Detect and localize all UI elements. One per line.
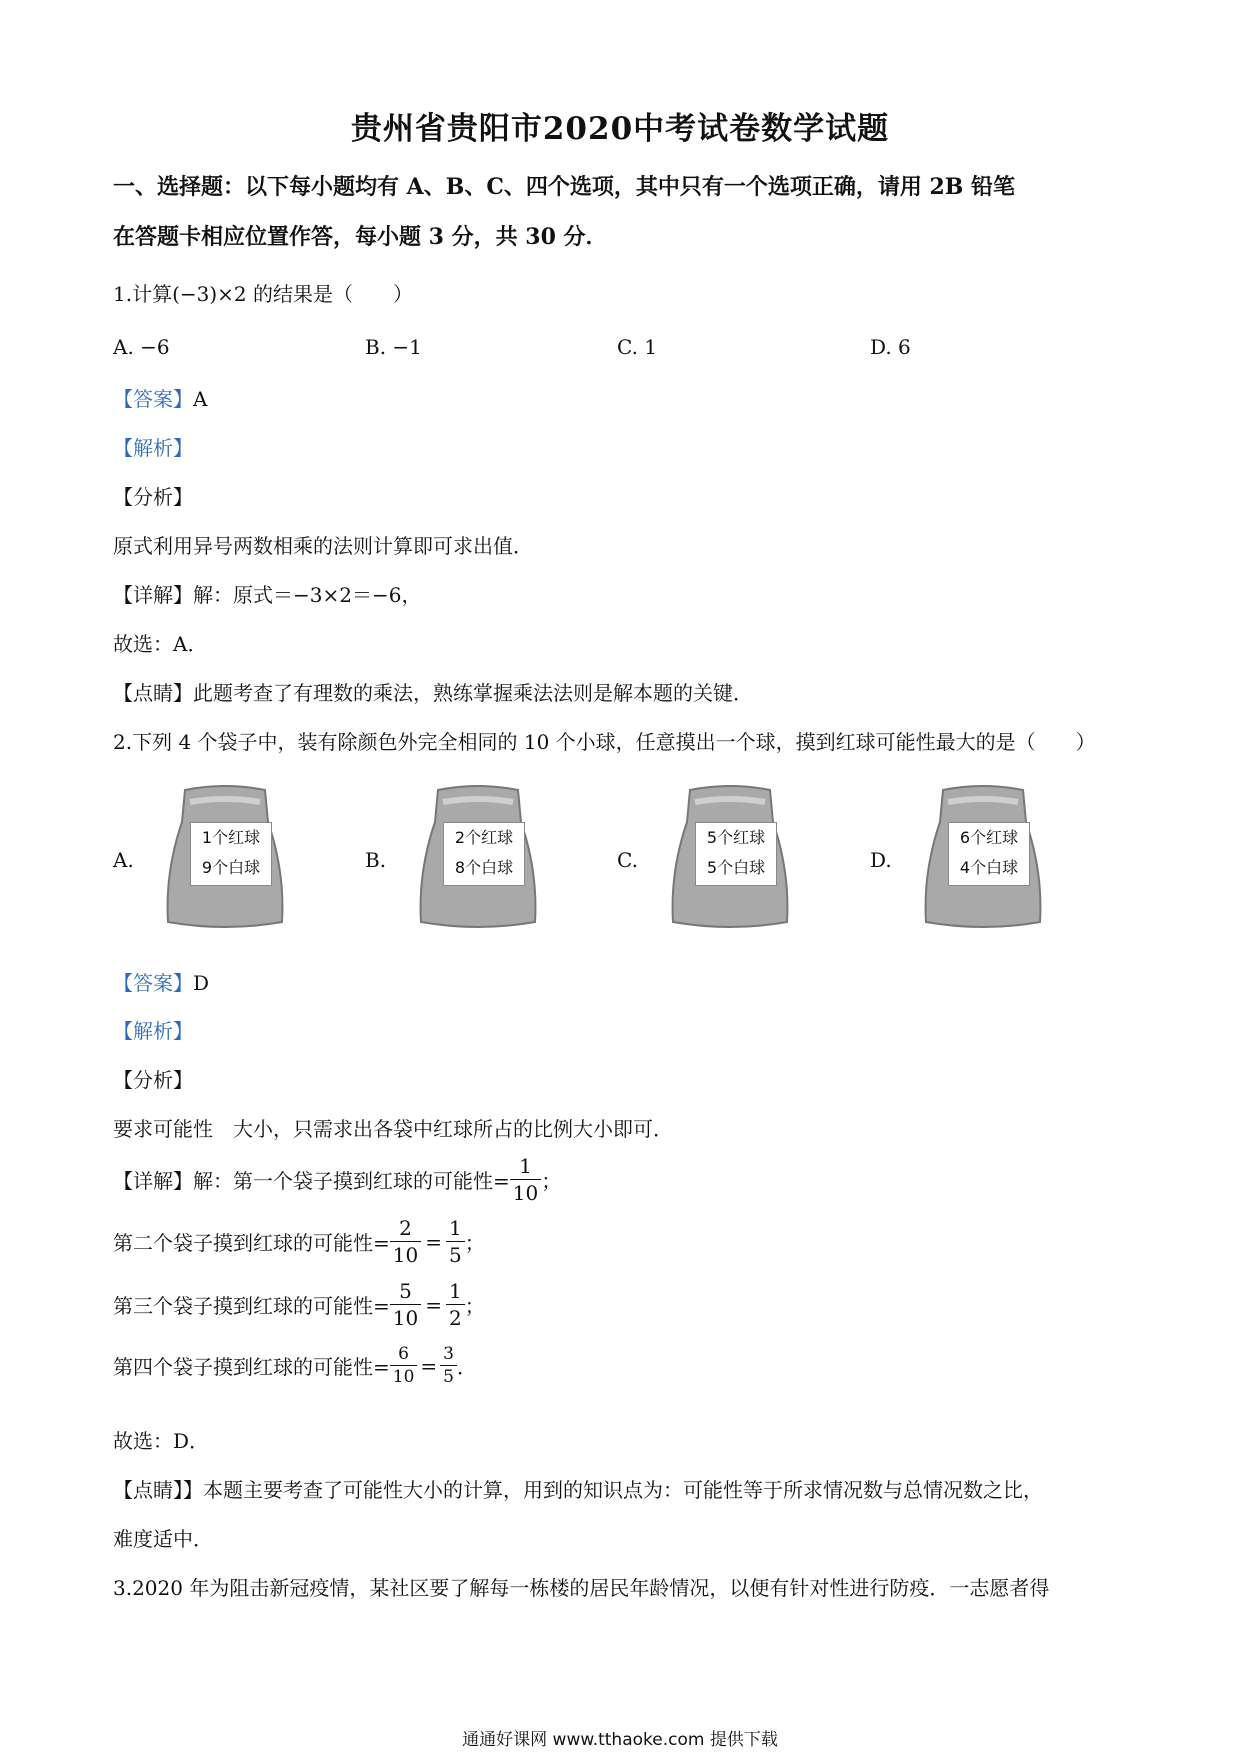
q1-option-b: B. −1: [365, 335, 422, 359]
answer-value: D: [193, 971, 210, 995]
fraction-6-10: $\frac{6}{10}$: [390, 1343, 418, 1388]
page-title: 贵州省贵阳市2020中考试卷数学试题: [350, 111, 890, 147]
q2-choose: 故选：D．: [113, 1429, 210, 1453]
bag-white-count: 8个白球: [454, 858, 514, 877]
detail-prefix: 第二个袋子摸到红球的可能性=: [113, 1231, 390, 1255]
q2-detail-line4: 第四个袋子摸到红球的可能性= $\frac{6}{10}$ = $\frac{3}{5}$ ．: [113, 1344, 477, 1387]
detail-prefix: 第三个袋子摸到红球的可能性=: [113, 1294, 390, 1318]
q1-stem: 1.计算(−3)×2 的结果是（ ）: [113, 282, 414, 306]
detail-prefix: 第四个袋子摸到红球的可能性=: [113, 1355, 390, 1379]
q1-option-c: C. 1: [617, 335, 658, 359]
q2-detail-line1: 【详解】解：第一个袋子摸到红球的可能性= $\frac{1}{10}$ ；: [113, 1154, 562, 1205]
q2-comment-line2: 难度适中．: [113, 1527, 213, 1551]
q2-answer: [113, 967, 209, 996]
q1-comment: 【点睛】此题考查了有理数的乘法，熟练掌握乘法法则是解本题的关键．: [113, 681, 753, 705]
q2-analysis: 要求可能性 大小，只需求出各袋中红球所占的比例大小即可．: [113, 1117, 673, 1141]
fraction-1-5: $\frac{1}{5}$: [446, 1215, 465, 1268]
bag-red-count: 6个红球: [959, 828, 1019, 847]
bag-label-a: [190, 822, 272, 886]
q3-stem: 3.2020 年为阻击新冠疫情，某社区要了解每一栋楼的居民年龄情况，以便有针对性进行防疫．一志愿者得: [113, 1576, 1050, 1600]
bag-white-count: 5个白球: [706, 858, 766, 877]
q1-analysis: 原式利用异号两数相乘的法则计算即可求出值．: [113, 534, 533, 558]
bag-label-c: [695, 822, 777, 886]
q1-jiexi-tag: 【解析】: [113, 436, 193, 460]
q2-detail-line3: 第三个袋子摸到红球的可能性= $\frac{5}{10}$ = $\frac{1}{2}$ ；: [113, 1279, 485, 1330]
q2-option-a-letter: A.: [113, 848, 134, 872]
page-footer: 通通好课网 www.tthaoke.com 提供下载: [462, 1730, 778, 1750]
q1-answer: [113, 383, 207, 412]
q1-option-a: A. −6: [113, 335, 170, 359]
q2-detail-line2: 第二个袋子摸到红球的可能性= $\frac{2}{10}$ = $\frac{1}{5}$ ；: [113, 1216, 485, 1267]
bag-image-b: [413, 782, 543, 932]
q1-fenxi-tag: 【分析】: [113, 485, 193, 509]
answer-tag: 【答案】: [113, 387, 193, 411]
bag-image-c: [665, 782, 795, 932]
bag-label-b: [443, 822, 525, 886]
answer-tag: 【答案】: [113, 971, 193, 995]
q2-option-d-letter: D.: [870, 848, 892, 872]
detail-prefix: 【详解】解：第一个袋子摸到红球的可能性=: [113, 1169, 510, 1193]
q2-jiexi-tag: 【解析】: [113, 1019, 193, 1043]
bag-image-d: [918, 782, 1048, 932]
bag-white-count: 9个白球: [201, 858, 261, 877]
q2-option-c-letter: C.: [617, 848, 638, 872]
bag-label-d: [948, 822, 1030, 886]
fraction-2-10: $\frac{2}{10}$: [390, 1215, 421, 1268]
section-heading-line2: 在答题卡相应位置作答，每小题 3 分，共 30 分．: [113, 224, 608, 250]
answer-value: A: [193, 387, 208, 411]
q2-comment-line1: 【点睛】】本题主要考查了可能性大小的计算，用到的知识点为：可能性等于所求情况数与总情况数之比，: [113, 1478, 1043, 1502]
bag-image-a: [160, 782, 290, 932]
fraction-3-5: $\frac{3}{5}$: [440, 1343, 457, 1388]
q1-choose: 故选：A．: [113, 632, 208, 656]
q2-fenxi-tag: 【分析】: [113, 1068, 193, 1092]
bag-white-count: 4个白球: [959, 858, 1019, 877]
fraction-1-10: $\frac{1}{10}$: [510, 1153, 541, 1206]
section-heading-line1: 一、选择题：以下每小题均有 A、B、C、四个选项，其中只有一个选项正确，请用 2B 铅笔: [113, 174, 1016, 200]
fraction-5-10: $\frac{5}{10}$: [390, 1278, 421, 1331]
fraction-1-2: $\frac{1}{2}$: [446, 1278, 465, 1331]
bag-red-count: 2个红球: [454, 828, 514, 847]
q2-option-b-letter: B.: [365, 848, 387, 872]
q1-option-d: D. 6: [870, 335, 911, 359]
q2-stem: 2.下列 4 个袋子中，装有除颜色外完全相同的 10 个小球，任意摸出一个球，摸到红球可能性最大的是（ ）: [113, 730, 1096, 754]
bag-red-count: 5个红球: [706, 828, 766, 847]
q1-detail: 【详解】解：原式＝−3×2＝−6，: [113, 583, 422, 607]
bag-red-count: 1个红球: [201, 828, 261, 847]
